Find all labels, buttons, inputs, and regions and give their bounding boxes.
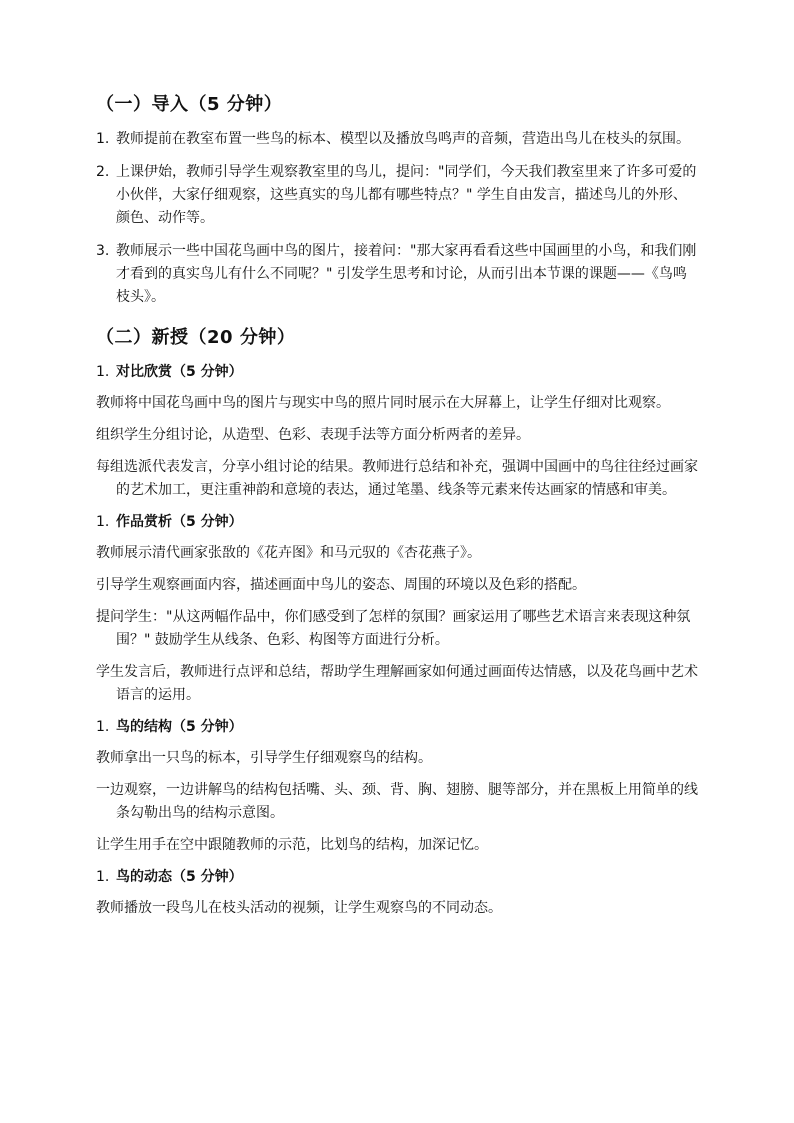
list-item (96, 128, 700, 151)
paragraph: 一边观察，一边讲解鸟的结构包括嘴、头、颈、背、胸、翅膀、腿等部分，并在黑板上用简单的线条勾勒出鸟的结构示意图。 (96, 782, 698, 821)
list-item (96, 240, 700, 309)
subsection-title: 鸟的动态（5 分钟） (116, 869, 243, 885)
subsection-number: 1. (96, 364, 110, 380)
section-heading-new-lesson: （二）新授（20 分钟） (96, 327, 296, 348)
paragraph: 教师将中国花鸟画中鸟的图片与现实中鸟的照片同时展示在大屏幕上，让学生仔细对比观察。 (96, 395, 670, 411)
subsection-number: 1. (96, 719, 110, 735)
paragraph: 每组选派代表发言，分享小组讨论的结果。教师进行总结和补充，强调中国画中的鸟往往经过画家的艺术加工，更注重神韵和意境的表达，通过笔墨、线条等元素来传达画家的情感和审美。 (96, 459, 698, 498)
list-number: 3. (96, 243, 110, 259)
subsection-title: 作品赏析（5 分钟） (116, 514, 243, 530)
subsection-heading-comparison (96, 361, 700, 383)
list-number: 2. (96, 164, 110, 180)
document-page (96, 92, 700, 929)
subsection-heading-motion (96, 866, 700, 888)
subsection-heading-structure (96, 716, 700, 738)
paragraph: 教师播放一段鸟儿在枝头活动的视频，让学生观察鸟的不同动态。 (96, 900, 502, 916)
paragraph: 让学生用手在空中跟随教师的示范，比划鸟的结构，加深记忆。 (96, 837, 488, 853)
paragraph: 教师拿出一只鸟的标本，引导学生仔细观察鸟的结构。 (96, 750, 432, 766)
subsection-number: 1. (96, 514, 110, 530)
list-item-text: 教师提前在教室布置一些鸟的标本、模型以及播放鸟鸣声的音频，营造出鸟儿在枝头的氛围。 (116, 131, 690, 147)
list-item-text: 上课伊始，教师引导学生观察教室里的鸟儿，提问："同学们，今天我们教室里来了许多可爱的小伙伴，大家仔细观察，这些真实的鸟儿都有哪些特点？" 学生自由发言，描述鸟儿的外形、颜色、动作等。 (116, 164, 697, 226)
paragraph: 组织学生分组讨论，从造型、色彩、表现手法等方面分析两者的差异。 (96, 427, 530, 443)
section-heading-intro: （一）导入（5 分钟） (96, 94, 283, 115)
paragraph: 提问学生："从这两幅作品中，你们感受到了怎样的氛围？画家运用了哪些艺术语言来表现这种氛围？" 鼓励学生从线条、色彩、构图等方面进行分析。 (96, 609, 691, 648)
list-number: 1. (96, 131, 110, 147)
paragraph: 学生发言后，教师进行点评和总结，帮助学生理解画家如何通过画面传达情感，以及花鸟画中艺术语言的运用。 (96, 664, 698, 703)
subsection-title: 对比欣赏（5 分钟） (116, 364, 243, 380)
subsection-title: 鸟的结构（5 分钟） (116, 719, 243, 735)
list-item-text: 教师展示一些中国花鸟画中鸟的图片，接着问："那大家再看看这些中国画里的小鸟，和我们刚才看到的真实鸟儿有什么不同呢？" 引发学生思考和讨论，从而引出本节课的课题——《鸟鸣枝头》。 (116, 243, 697, 305)
list-item (96, 161, 700, 230)
paragraph: 教师展示清代画家张敔的《花卉图》和马元驭的《杏花燕子》。 (96, 545, 481, 561)
paragraph: 引导学生观察画面内容，描述画面中鸟儿的姿态、周围的环境以及色彩的搭配。 (96, 577, 586, 593)
subsection-number: 1. (96, 869, 110, 885)
subsection-heading-appreciation (96, 511, 700, 533)
